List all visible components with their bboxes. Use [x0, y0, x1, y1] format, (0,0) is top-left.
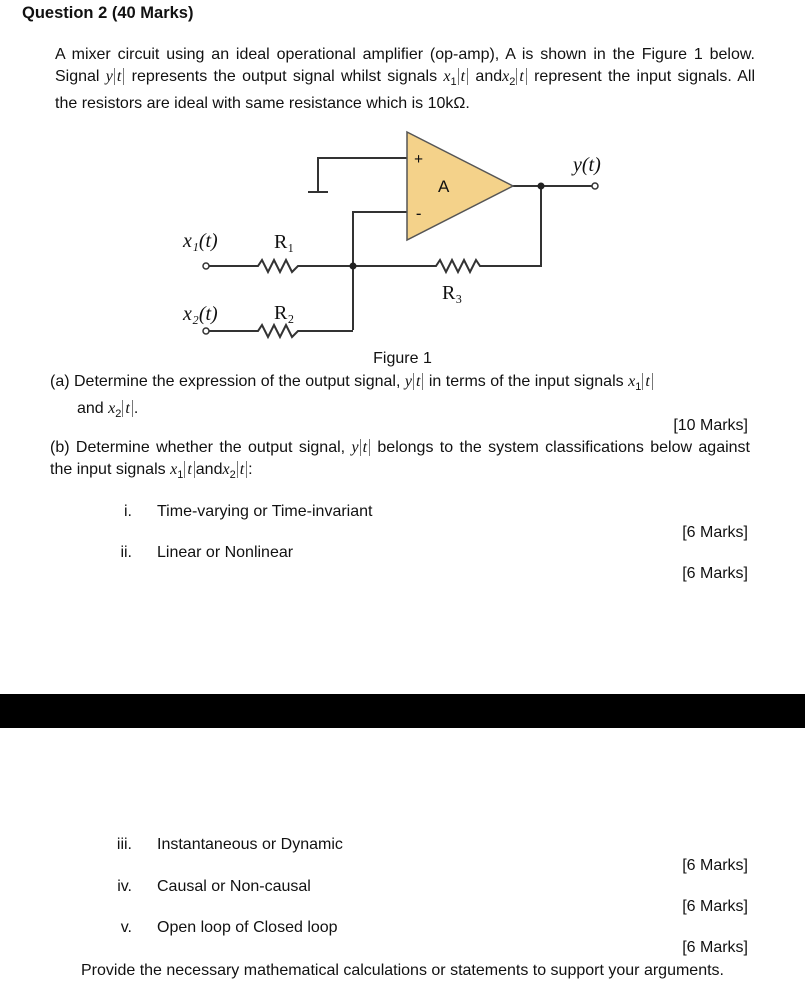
item-marks: [6 Marks]: [682, 857, 748, 874]
figure-caption: Figure 1: [373, 350, 432, 367]
closing-instruction: Provide the necessary mathematical calculations or statements to support your arguments.: [81, 962, 724, 979]
item-text: Linear or Nonlinear: [157, 544, 294, 561]
part-a: (a) Determine the expression of the output signal, y t in terms of the input signals $x_1$ t and $x_2$ t .: [50, 371, 750, 425]
item-text: Time-varying or Time-invariant: [157, 503, 373, 520]
item-text: Causal or Non-causal: [157, 878, 311, 895]
item-number: v.: [120, 919, 132, 936]
output-node: [538, 183, 545, 190]
item-number: iv.: [117, 878, 132, 895]
item-text: Instantaneous or Dynamic: [157, 836, 343, 853]
item-marks: [6 Marks]: [682, 898, 748, 915]
feedback-wire: [490, 186, 541, 266]
r1-label: R₁: [274, 231, 295, 253]
page-break-bar: [0, 694, 805, 728]
plus-sign: +: [414, 151, 424, 168]
part-a-marks: [10 Marks]: [673, 417, 748, 434]
plus-input-wire: [318, 158, 407, 192]
item-marks: [6 Marks]: [682, 524, 748, 541]
output-terminal: [592, 183, 598, 189]
item-number: i.: [124, 503, 132, 520]
junction-node: [350, 263, 357, 270]
x2-label: x₂(t): [183, 303, 218, 325]
minus-input-wire: [353, 212, 407, 330]
part-b: (b) Determine whether the output signal, y t belongs to the system classifications below against the input signals $x_1$ t andx$_2$ t :: [50, 439, 750, 482]
x1-terminal: [203, 263, 209, 269]
opamp-label: A: [438, 177, 450, 196]
part-a-text: (a) Determine the expression of the output signal, y t in terms of the input signals $x_1$ t: [50, 371, 750, 398]
r2-resistor: [206, 325, 353, 337]
item-marks: [6 Marks]: [682, 565, 748, 582]
circuit-figure: [0, 0, 805, 350]
x2-terminal: [203, 328, 209, 334]
r3-label: R₃: [442, 282, 463, 304]
question-title: Question 2 (40 Marks): [22, 4, 194, 22]
r2-label: R₂: [274, 302, 295, 324]
r1-resistor: [206, 260, 353, 272]
output-label: y(t): [573, 154, 601, 176]
opamp-triangle: [407, 132, 513, 240]
item-text: Open loop of Closed loop: [157, 919, 338, 936]
item-number: ii.: [120, 544, 132, 561]
item-number: iii.: [116, 836, 132, 853]
item-marks: [6 Marks]: [682, 939, 748, 956]
x1-label: x₁(t): [183, 230, 218, 252]
question-intro: A mixer circuit using an ideal operational amplifier (op-amp), A is shown in the Figure 1 below. Signal y t represents the output signal whilst signals $x_1$ t andx$_2$ t represent the input signals. All the resistors are ideal with same resistance which is 10kΩ.: [55, 46, 755, 113]
minus-sign: -: [416, 205, 422, 222]
r3-resistor: [353, 260, 490, 272]
